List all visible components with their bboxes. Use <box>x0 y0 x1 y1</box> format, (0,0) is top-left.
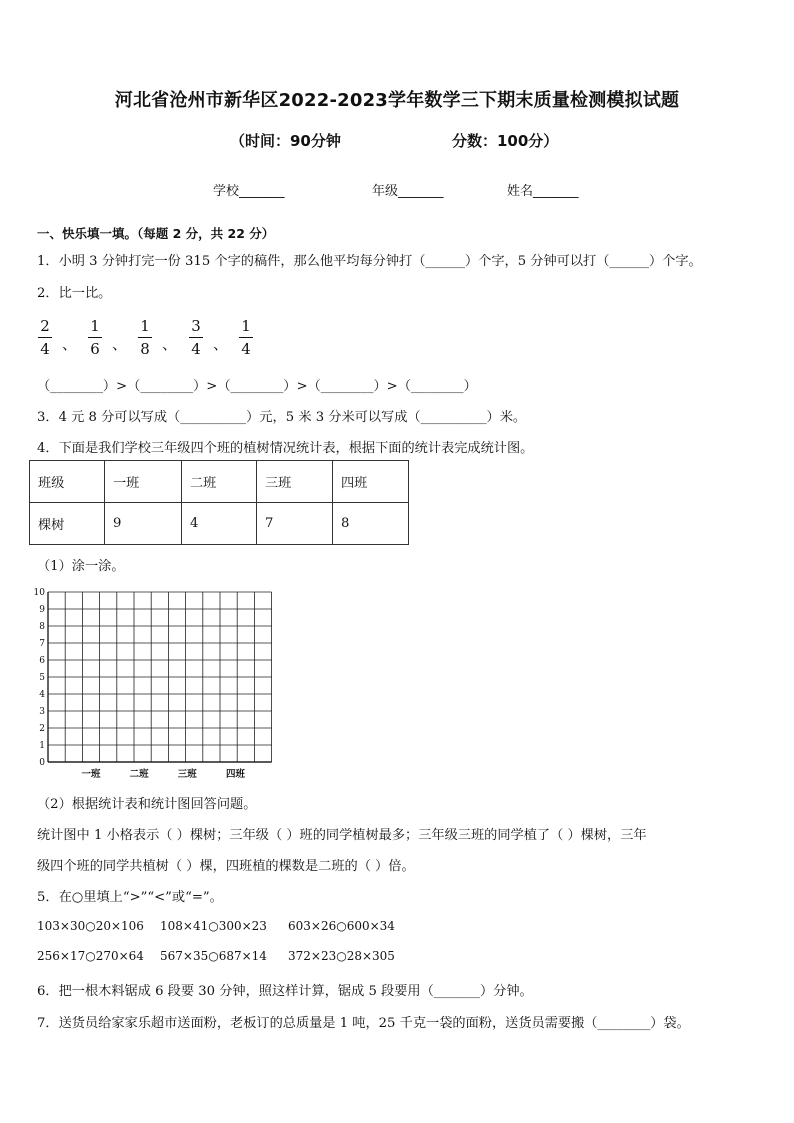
x-category-label: 四班 <box>225 769 245 780</box>
question-7: 7．送货员给家家乐超市送面粉，老板订的总质量是 1 吨，25 千克一袋的面粉，送货员需要搬（________）袋。 <box>37 1016 690 1031</box>
x-category-label: 二班 <box>129 769 149 780</box>
part-2-line-1: 统计图中 1 小格表示（ ）棵树；三年级（ ）班的同学植树最多；三年级三班的同学植了（ ）棵树，三年 <box>37 828 647 843</box>
question-2: 2．比一比。 <box>37 286 112 301</box>
school-field: 学校_______ <box>213 184 285 199</box>
compare-item: 603×26○600×34 <box>288 919 395 933</box>
table-cell: 二班 <box>182 461 257 503</box>
name-field: 姓名_______ <box>507 184 579 199</box>
stat-table <box>29 460 409 545</box>
separator: 、 <box>213 335 229 353</box>
y-tick-label: 1 <box>39 741 45 751</box>
y-tick-label: 8 <box>39 622 45 632</box>
grade-field: 年级_______ <box>372 184 444 199</box>
y-tick-label: 3 <box>39 707 45 717</box>
y-tick-label: 10 <box>33 588 45 598</box>
y-tick-label: 5 <box>39 673 45 683</box>
fraction <box>186 317 206 358</box>
chart-grid <box>33 585 273 785</box>
table-cell: 7 <box>257 503 333 545</box>
question-5: 5．在○里填上“>”“<”或“=”。 <box>37 890 223 905</box>
table-cell: 8 <box>333 503 409 545</box>
table-cell: 一班 <box>105 461 182 503</box>
y-tick-label: 4 <box>39 690 45 700</box>
table-cell: 棵树 <box>30 503 105 545</box>
fraction-denominator: 6 <box>90 340 100 358</box>
bar-chart[interactable] <box>33 585 273 789</box>
y-tick-label: 2 <box>39 724 45 734</box>
table-cell: 班级 <box>30 461 105 503</box>
fraction-numerator: 2 <box>40 317 50 335</box>
fraction-numerator: 1 <box>90 317 100 335</box>
part-1-label: （1）涂一涂。 <box>37 559 125 574</box>
fraction <box>35 317 55 358</box>
page-title: 河北省沧州市新华区2022-2023学年数学三下期末质量检测模拟试题 <box>114 90 680 111</box>
question-1: 1．小明 3 分钟打完一份 315 个字的稿件，那么他平均每分钟打（______）个字，5 分钟可以打（______）个字。 <box>37 254 702 269</box>
question-6: 6．把一根木料锯成 6 段要 30 分钟，照这样计算，锯成 5 段要用（_______）分钟。 <box>37 984 533 999</box>
fraction-denominator: 4 <box>241 340 251 358</box>
table-cell: 四班 <box>333 461 409 503</box>
compare-item: 567×35○687×14 <box>160 949 267 963</box>
separator: 、 <box>62 335 78 353</box>
fraction-denominator: 8 <box>140 340 150 358</box>
compare-item: 256×17○270×64 <box>37 949 144 963</box>
y-tick-label: 6 <box>39 656 45 666</box>
y-tick-label: 9 <box>39 605 45 615</box>
x-category-label: 三班 <box>177 769 197 780</box>
exam-time: （时间：90分钟 <box>230 132 341 150</box>
table-row <box>30 461 409 503</box>
table-cell: 三班 <box>257 461 333 503</box>
compare-blanks: （________）>（________）>（________）>（________）>（________） <box>37 379 477 394</box>
separator: 、 <box>112 335 128 353</box>
fraction <box>236 317 256 358</box>
compare-item: 103×30○20×106 <box>37 919 144 933</box>
y-tick-label: 0 <box>39 758 45 768</box>
fraction-denominator: 4 <box>40 340 50 358</box>
exam-score: 分数：100分） <box>452 132 559 150</box>
separator: 、 <box>162 335 178 353</box>
question-3: 3．4 元 8 分可以写成（__________）元，5 米 3 分米可以写成（__________）米。 <box>37 410 527 425</box>
section-heading: 一、快乐填一填。（每题 2 分，共 22 分） <box>37 226 275 241</box>
fraction-numerator: 1 <box>140 317 150 335</box>
x-category-label: 一班 <box>81 769 101 780</box>
part-2-label: （2）根据统计表和统计图回答问题。 <box>37 797 257 812</box>
fraction <box>85 317 105 358</box>
y-tick-label: 7 <box>39 639 45 649</box>
compare-item: 372×23○28×305 <box>288 949 395 963</box>
table-row <box>30 503 409 545</box>
question-4: 4．下面是我们学校三年级四个班的植树情况统计表，根据下面的统计表完成统计图。 <box>37 441 534 456</box>
fraction-numerator: 3 <box>191 317 201 335</box>
fraction <box>135 317 155 358</box>
part-2-line-2: 级四个班的同学共植树（ ）棵，四班植的棵数是二班的（ ）倍。 <box>37 859 415 874</box>
fraction-numerator: 1 <box>241 317 251 335</box>
table-cell: 9 <box>105 503 182 545</box>
table-cell: 4 <box>182 503 257 545</box>
fraction-denominator: 4 <box>191 340 201 358</box>
compare-item: 108×41○300×23 <box>160 919 267 933</box>
